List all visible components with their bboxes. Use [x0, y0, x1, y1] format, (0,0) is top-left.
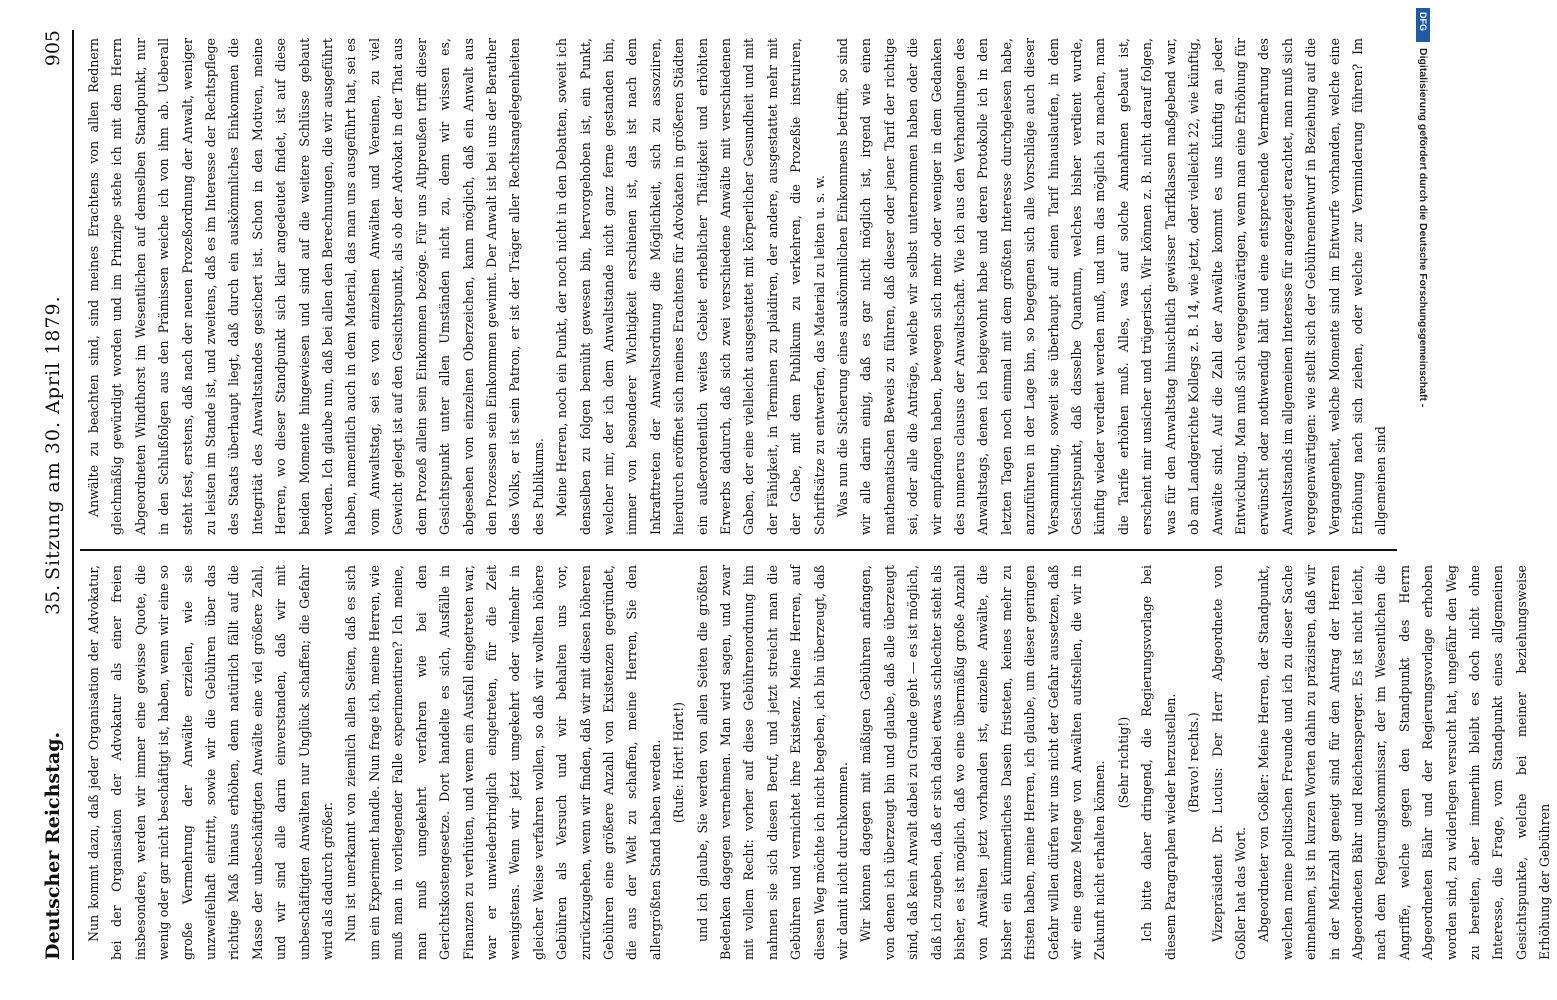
column-divider	[80, 549, 1397, 551]
page-header	[42, 30, 68, 960]
session-date: Sitzung am 30. April 1879.	[42, 295, 64, 580]
page-number: 905	[42, 30, 64, 67]
paragraph: Meine Herren, noch ein Punkt, der noch nicht in den Debatten, soweit ich denselben zu folgen bemüht gewesen bin, hervorgehoben ist, ein Punkt, welcher mir, der ich dem Anwaltstande nicht ganz ferne gestanden bin, immer von besonderer Wichtigkeit erschienen ist, das ist nach dem Inkrafttreten der Anwaltsordnung die Möglichkeit, sich zu assoziiren, hierdurch eröffnet sich meines Erachtens für Advokaten in größeren Städten ein außerordentlich weites Gebiet erheblicher Thätigkeit und erhöhten Erwerbs dadurch, daß sich zwei verschiedene Anwälte mit verschiedenen Gaben, der eine vielleicht ausgestattet mit körperlicher Gesundheit und mit der Fähigkeit, in Terminen zu plaidiren, der andere, ausgestattet mehr mit der Gabe, mit dem Publikum zu verkehren, die Prozeßie instruiren, Schriftsätze zu entwerfen, das Material zu leiten u. s. w.	[554, 38, 827, 535]
header-title: Deutscher Reichstag.	[42, 731, 64, 960]
paragraph: Abgeordneter von Goßler: Meine Herren, der Standpunkt, welchen meine politischen Freunde und ich zu dieser Sache einnehmen, ist in kurzen Worten dahin zu präzisiren, daß wir in der Mehrzahl geneigt sind für den Antrag der Herren Abgeordneten Bähr und Reichensperger. Es ist nicht leicht, nach dem Regierungskommissar, der im Wesentlichen die Angriffe, welche gegen den Standpunkt des Herrn Abgeordneten Bähr und der Regierungsvorlage erhoben worden sind, zu widerlegen versucht hat, ungefähr den Weg zu bereiten, aber immerhin bleibt es doch nicht ohne Interesse, die Frage, vom Standpunkt eines allgemeinen Gesichtspunkte, welche bei meiner beziehungsweise Erhöhung der Gebühren	[1256, 565, 1553, 960]
left-column	[82, 565, 1553, 960]
right-column	[82, 38, 1397, 535]
speaker-announcement: Vizepräsident Dr. Lucius: Der Herr Abgeordnete von Goßler hat das Wort.	[1209, 565, 1248, 960]
header-rule	[72, 30, 74, 960]
paragraph: Anwälte zu beachten sind, sind meines Erachtens von allen Rednern gleichmäßig gewürdigt worden und im Prinzipe stehe ich mit dem Herrn Abgeordneten Windthorst im Wesentlichen auf demselben Standpunkt, nur in den Schlußfolgen aus den Prämissen weiche ich von ihm ab. Ueberall steht fest, erstens, daß nach der neuen Prozeßordnung der Anwalt, weniger zu leisten im Stande ist, und zweitens, daß es im Interesse der Rechtspflege des Staats überhaupt liegt, daß durch ein auskömmliches Einkommen die Integrität des Anwaltstandes gesichert ist. Schon in den Motiven, meine Herren, wo dieser Standpunkt sich klar angedeutet findet, ist auf diese beiden Momente hingewiesen und sind auf die weitere Schlüsse gebaut worden. Ich glaube nun, daß bei allen den Berechnungen, die wir ausgeführt haben, namentlich auch in dem Material, das man uns ausgeführt hat, sei es vom Anwaltstag, sei es von einzelnen Anwälten und Vereinen, zu viel Gewicht gelegt ist auf den Gesichtspunkt, als ob der Advokat in der That aus dem Prozeß allein sein Einkommen bezöge. Für uns Altpreußen trifft dieser Gesichtspunkt unter allen Umständen nicht zu, denn wir wissen es, abgesehen von einzelnen Oberzeichen, kann möglich, daß ein Anwalt aus den Prozessen sein Einkommen gewinnt. Der Anwalt ist bei uns der Berather des Volks, er ist sein Patron, er ist der Träger aller Rechtsangelegenheiten des Publikums.	[86, 38, 546, 535]
digitization-credit	[1415, 8, 1432, 608]
paragraph: und ich glaube, Sie werden von allen Seiten die größten Bedenken dagegen vernehmen. Man wird sagen, und zwar mit vollem Recht: vorher auf diese Gebührenordnung hin nahmen sie sich diesen Beruf, und jetzt streicht man die Gebühren und vernichtet ihre Existenz. Meine Herren, auf diesen Weg möchte ich nicht begeben, ich bin überzeugt, daß wir damit nicht durchkommen.	[694, 565, 850, 960]
interjection: (Rufe: Hört! Hört!)	[671, 701, 687, 824]
paragraph: Was nun die Sicherung eines auskömmlichen Einkommens betrifft, so sind wir alle darin einig, daß es gar nicht möglich ist, irgend wie einen mathematischen Beweis zu führen, daß dieser oder jener Tarif der richtige sei, oder alle die Anträge, welche wir selbst unternommen haben oder die wir empfangen haben, bewegen sich mehr oder weniger in dem Gedanken des numerus clausus der Anwaltschaft. Wie ich aus den Verhandlungen des Anwaltstags, denen ich beigewohnt habe und deren Protokolle ich in den letzten Tagen noch einmal mit dem größten Interesse durchgelesen habe, anzuführen in der Lage bin, so begegnen sich alle Vorschläge auch dieser Versammlung, soweit sie überhaupt auf einen Tarif hinauslaufen, in dem Gesichtspunkt, daß dasselbe Quantum, welches bisher verdient wurde, künftig wieder verdient werden muß, und um das möglich zu machen, man die Tarife erhöhen muß. Alles, was auf solche Annahmen gebaut ist, erscheint mir unsicher und trügerisch. Wir können z. B. nicht darauf folgen, was für den Anwaltstag hinsichtlich gewisser Tarifklassen maßgebend war, ob am Landgerichte Kollegs z. B. 14, wie jetzt, oder vielleicht 22, wie künftig, Anwälte sind. Auf die Zahl der Anwälte kommt es uns künftig an jeder Entwicklung. Man muß sich vergegenwärtigen, wenn man eine Erhöhung für erwünscht oder nothwendig hält und eine entsprechende Vermehrung des Anwaltstands im allgemeinen Interesse für angezeigt erachtet, man muß sich vergegenwärtigen: wie stellt sich der Gebührenentwurf in Beziehung auf die Vergangenheit, welche Momente sind im Entwurfe vorhanden, welche eine Erhöhung nach sich ziehen, oder welche zur Verminderung führen? Im allgemeinen sind	[835, 38, 1389, 535]
interjection: (Bravo! rechts.)	[1186, 712, 1202, 813]
paragraph: Nun kommt dazu, daß jeder Organisation der Advokatur, bei der Organisation der Advokatur als einer freien insbesondere, werden wir immer eine gewisse Quote, die wenig oder gar nicht beschäftigt ist, haben, wenn wir eine so große Vermehrung der Anwälte erzielen, wie sie unzweifelhaft eintritt, sowie wir die Gebühren über das richtige Maß hinaus erhöhen, denn natürlich fällt auf die Masse der unbeschäftigten Anwälte eine viel größere Zahl, und wir sind alle darin einverstanden, daß wir mit unbeschäftigten Anwälten nur Unglück schaffen; die Gefahr wird als dadurch größer.	[86, 565, 336, 960]
paragraph: Nun ist unerkannt von ziemlich allen Seiten, daß es sich um ein Experiment handle. Nun frage ich, meine Herren, wie muß man in vorliegender Falle experimentiren? Ich meine, man muß umgekehrt verfahren wie bei den Gerichtskostengesetze. Dort handelte es sich, Ausfälle in Finanzen zu verhüten, und wenn ein Ausfall eingetreten war, war er unwiederbringlich eingetreten, für die Zeit wenigstens. Wenn wir jetzt umgekehrt oder vielmehr in gleicher Weise verfahren wollen, so daß wir wollten höhere Gebühren als Versuch und wir behalten uns vor, zurückzugehen, wenn wir finden, daß wir mit diesen höheren Gebühren eine größere Anzahl von Existenzen gegründet, die aus der Welt zu schaffen, meine Herren, Sie den allergrößten Stand haben werden.	[343, 565, 663, 960]
credit-text: Digitalisierung gefördert durch die Deutsche Forschungsgemeinschaft -	[1417, 48, 1429, 408]
session-number: 35.	[42, 584, 64, 615]
paragraph: Ich bitte daher dringend, die Regierungsvorlage bei diesem Paragraphen wieder herzustellen.	[1139, 565, 1178, 960]
interjection: (Sehr richtig!)	[1115, 716, 1131, 809]
dfg-logo: DFG	[1416, 8, 1430, 42]
paragraph: Wir können dagegen mit mäßigen Gebühren anfangen, von denen ich überzeugt bin und glaube, daß alle überzeugt sind, daß kein Anwalt dabei zu Grunde geht — es ist möglich, daß ich zugeben, daß er sich dabei etwas schlechter steht als bisher, es ist möglich, daß wo eine übermäßig große Anzahl von Anwälten jetzt vorhanden ist, einzelne Anwälte, die bisher ein kümmerliches Dasein fristeten, keines mehr zu fristen haben, meine Herren, ich glaube, um dieser geringen Gefahr willen dürfen wir uns nicht der Gefahr aussetzen, daß wir eine ganze Menge von Anwälten aufstellen, die wir in Zukunft nicht erhalten können.	[858, 565, 1108, 960]
